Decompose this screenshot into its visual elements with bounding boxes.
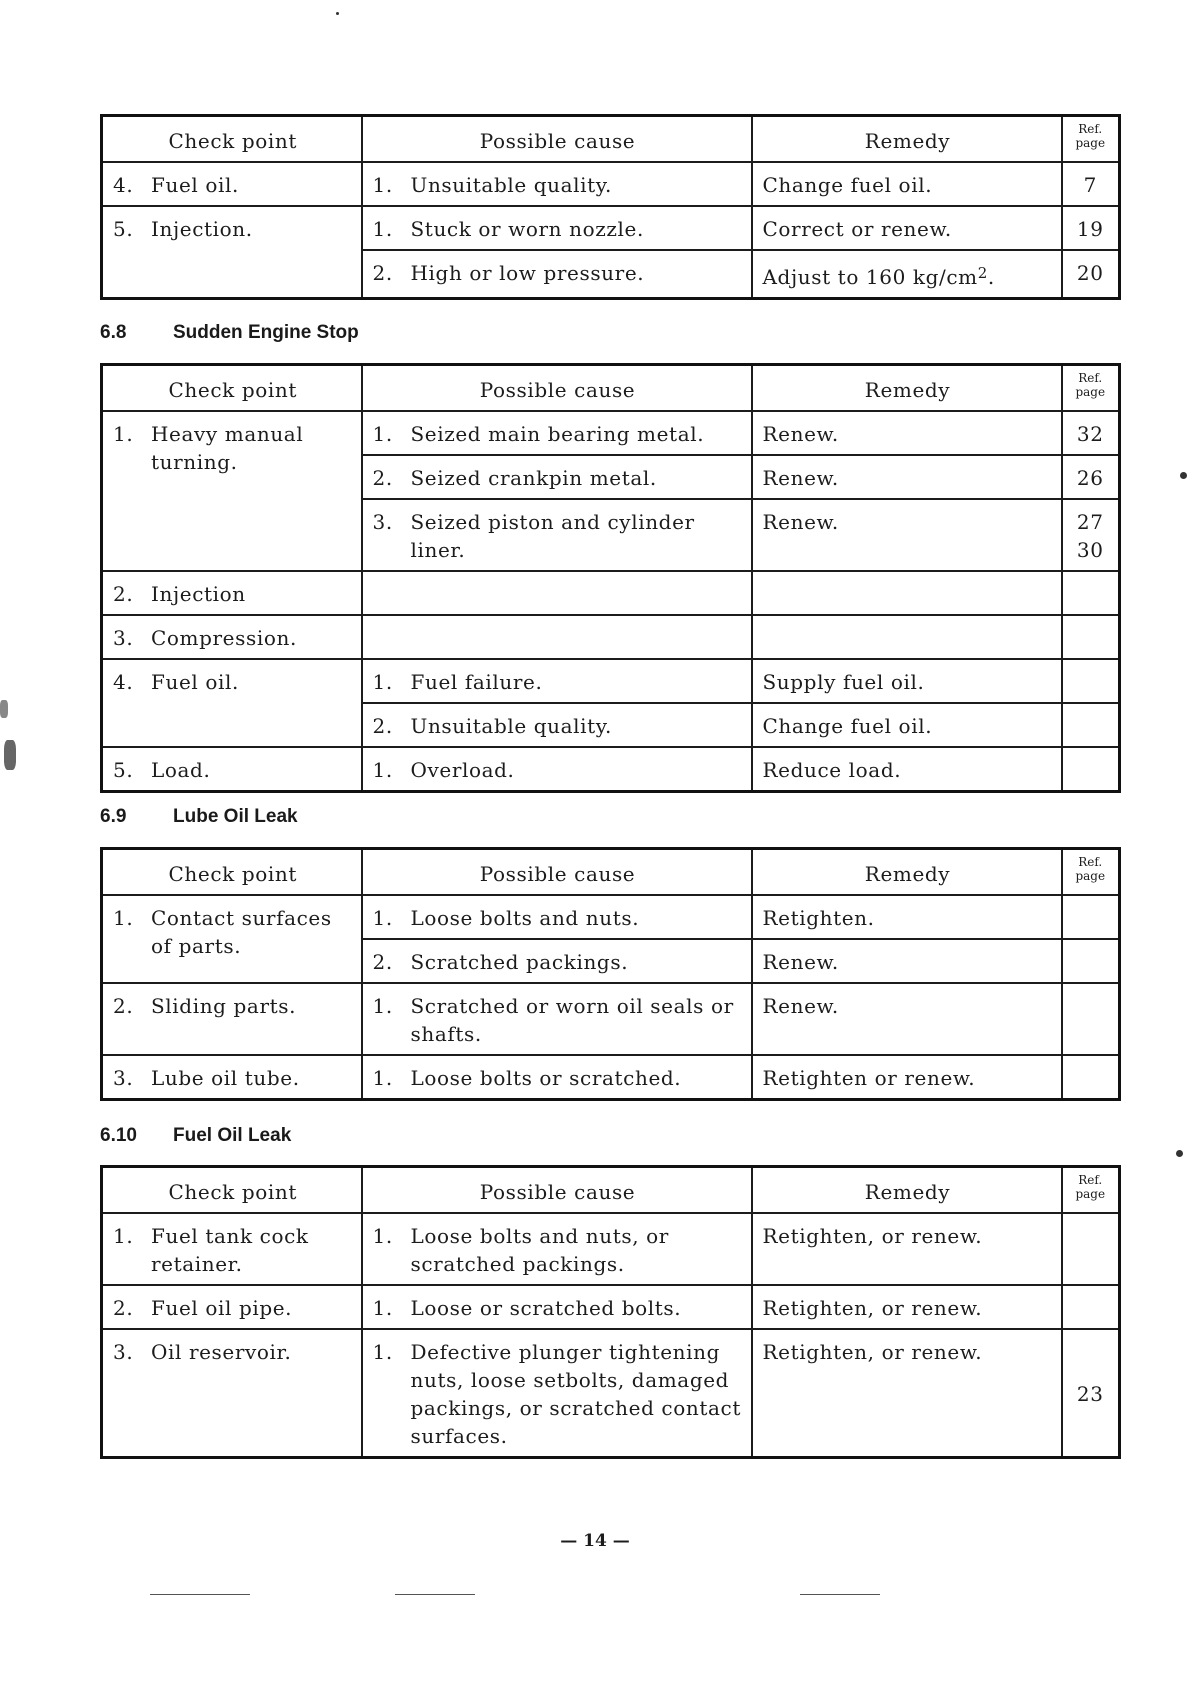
table-row [102,659,1120,703]
check-point-cell: 2. Sliding parts. [102,983,362,1055]
remedy-cell: Change fuel oil. [752,162,1062,206]
header-remedy: Remedy [752,1167,1062,1214]
remedy-cell [752,571,1062,615]
remedy-cell: Renew. [752,455,1062,499]
ref-page-cell [1062,571,1120,615]
check-point-cell: 3. Compression. [102,615,362,659]
remedy-cell: Reduce load. [752,747,1062,792]
ref-page-cell: 7 [1062,162,1120,206]
remedy-cell: Supply fuel oil. [752,659,1062,703]
remedy-cell: Retighten, or renew. [752,1285,1062,1329]
sudden-engine-stop-table [100,363,1121,793]
scan-line [800,1594,880,1595]
table-row [102,206,1120,250]
remedy-cell: Retighten. [752,895,1062,939]
table-row [102,983,1120,1055]
scan-speck [4,740,16,770]
cause-cell: 1. Defective plunger tightening nuts, loose setbolts, damaged packings, or scratched contact surfaces. [362,1329,752,1458]
ref-page-cell [1062,1055,1120,1100]
header-remedy: Remedy [752,365,1062,412]
ref-page-cell [1062,703,1120,747]
check-point-cell: 2. Fuel oil pipe. [102,1285,362,1329]
header-remedy: Remedy [752,116,1062,163]
remedy-cell [752,615,1062,659]
table-header-row [102,1167,1120,1214]
scan-speck [1180,472,1187,479]
check-point-cell: 5. Injection. [102,206,362,299]
header-check-point: Check point [102,116,362,163]
check-point-cell: 1. Heavy manual turning. [102,411,362,571]
cause-cell: 1. Loose bolts and nuts, or scratched packings. [362,1213,752,1285]
ref-page-cell [1062,615,1120,659]
section-heading-6-9 [100,806,298,828]
header-possible-cause: Possible cause [362,116,752,163]
table-header-row [102,365,1120,412]
scan-line [395,1594,475,1595]
cause-cell: 1. Loose bolts or scratched. [362,1055,752,1100]
header-check-point: Check point [102,1167,362,1214]
section-title: Fuel Oil Leak [173,1125,292,1146]
section-title: Sudden Engine Stop [173,322,359,343]
remedy-cell: Retighten or renew. [752,1055,1062,1100]
ref-page-cell: 23 [1062,1329,1120,1458]
header-ref-page: Ref. page [1062,849,1120,896]
cause-cell [362,571,752,615]
section-number: 6.10 [100,1125,137,1146]
ref-page-cell [1062,747,1120,792]
table-row [102,162,1120,206]
lube-oil-leak-table [100,847,1121,1101]
ref-page-cell [1062,895,1120,939]
remedy-cell: Renew. [752,499,1062,571]
header-check-point: Check point [102,365,362,412]
ref-page-cell [1062,939,1120,983]
ref-page-cell [1062,1213,1120,1285]
scan-speck [1176,1150,1183,1157]
header-possible-cause: Possible cause [362,365,752,412]
ref-page-cell: 26 [1062,455,1120,499]
remedy-cell: Retighten, or renew. [752,1213,1062,1285]
ref-page-cell: 19 [1062,206,1120,250]
table-row [102,895,1120,939]
fuel-oil-leak-table [100,1165,1121,1459]
check-point-cell: 1. Contact surfaces of parts. [102,895,362,983]
check-point-cell: 1. Fuel tank cock retainer. [102,1213,362,1285]
cause-cell: 2. Unsuitable quality. [362,703,752,747]
page-number: — 14 — [560,1531,630,1551]
remedy-cell: Renew. [752,411,1062,455]
cause-cell: 1. Scratched or worn oil seals or shafts. [362,983,752,1055]
remedy-cell: Adjust to 160 $kg/cm^2$. [752,250,1062,299]
scan-speck [336,12,339,15]
ref-page-cell: 27 30 [1062,499,1120,571]
section-number: 6.9 [100,806,127,827]
remedy-cell: Correct or renew. [752,206,1062,250]
check-point-cell: 3. Oil reservoir. [102,1329,362,1458]
check-point-cell: 4. Fuel oil. [102,659,362,747]
cause-cell: 1. Seized main bearing metal. [362,411,752,455]
table-header-row [102,849,1120,896]
section-heading-6-8 [100,322,359,344]
table-row [102,615,1120,659]
cause-cell: 2. Seized crankpin metal. [362,455,752,499]
header-ref-page: Ref. page [1062,116,1120,163]
table-header-row [102,116,1120,163]
check-point-cell: 5. Load. [102,747,362,792]
ref-page-cell [1062,659,1120,703]
cause-cell: 1. Unsuitable quality. [362,162,752,206]
table-row [102,1285,1120,1329]
section-number: 6.8 [100,322,127,343]
cause-cell [362,615,752,659]
table-row [102,1213,1120,1285]
ref-page-cell: 32 [1062,411,1120,455]
scan-speck [0,700,8,718]
section-title: Lube Oil Leak [173,806,298,827]
check-point-cell: 2. Injection [102,571,362,615]
cause-cell: 2. Scratched packings. [362,939,752,983]
ref-page-cell [1062,1285,1120,1329]
remedy-cell: Renew. [752,939,1062,983]
remedy-cell: Retighten, or renew. [752,1329,1062,1458]
header-ref-page: Ref. page [1062,1167,1120,1214]
header-possible-cause: Possible cause [362,849,752,896]
troubleshooting-table-continued [100,114,1121,300]
section-heading-6-10 [100,1125,291,1147]
cause-cell: 1. Loose or scratched bolts. [362,1285,752,1329]
cause-cell: 1. Loose bolts and nuts. [362,895,752,939]
ref-page-cell: 20 [1062,250,1120,299]
cause-cell: 1. Fuel failure. [362,659,752,703]
cause-cell: 1. Overload. [362,747,752,792]
header-remedy: Remedy [752,849,1062,896]
header-possible-cause: Possible cause [362,1167,752,1214]
table-row [102,747,1120,792]
table-row [102,1055,1120,1100]
cause-cell: 3. Seized piston and cylinder liner. [362,499,752,571]
remedy-cell: Change fuel oil. [752,703,1062,747]
table-row [102,571,1120,615]
check-point-cell: 4. Fuel oil. [102,162,362,206]
header-ref-page: Ref. page [1062,365,1120,412]
cause-cell: 1. Stuck or worn nozzle. [362,206,752,250]
header-check-point: Check point [102,849,362,896]
check-point-cell: 3. Lube oil tube. [102,1055,362,1100]
ref-page-cell [1062,983,1120,1055]
table-row [102,411,1120,455]
cause-cell: 2. High or low pressure. [362,250,752,299]
remedy-cell: Renew. [752,983,1062,1055]
table-row [102,1329,1120,1458]
scan-line [150,1594,250,1595]
